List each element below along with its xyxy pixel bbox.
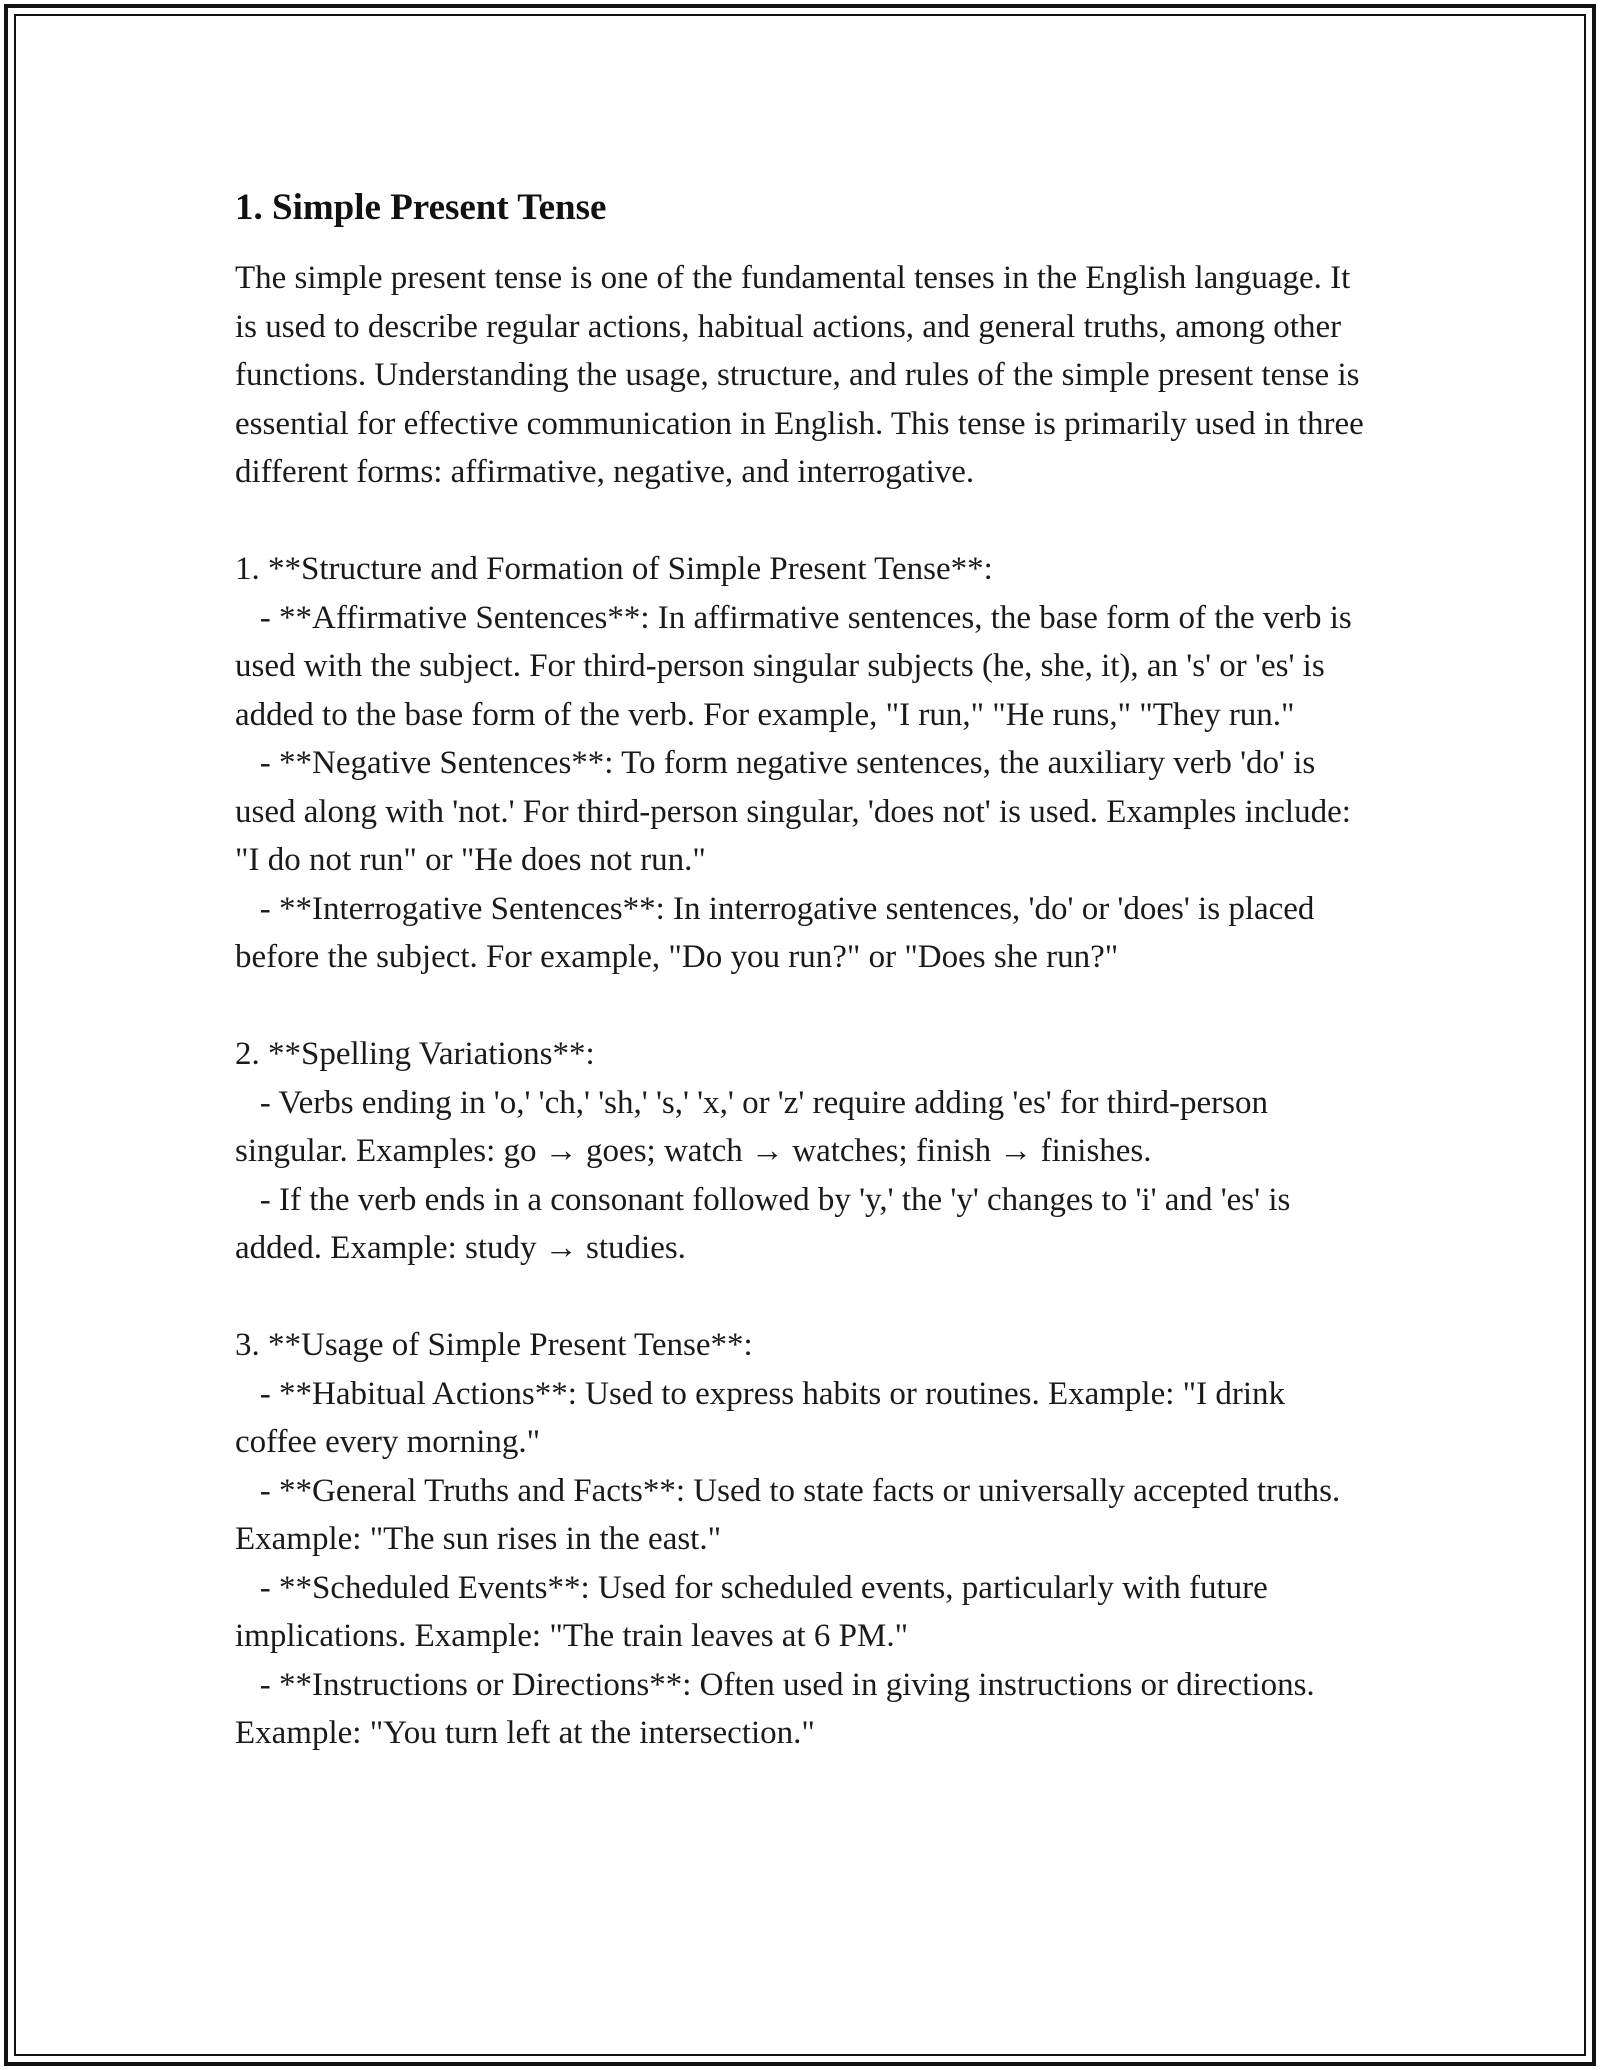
section-spelling: [235, 1030, 1375, 1273]
section-usage: [235, 1321, 1375, 1758]
list-item: - **Affirmative Sentences**: In affirmative sentences, the base form of the verb is used with the subject. For third-person singular subjects (he, she, it), an 's' or 'es' is added to the base form of the verb. For example, "I run," "He runs," "They run.": [235, 599, 1360, 733]
section-heading: 3. **Usage of Simple Present Tense**:: [235, 1327, 753, 1363]
intro-paragraph: The simple present tense is one of the fundamental tenses in the English language. It is used to describe regular actions, habitual actions, and general truths, among other functions. Understanding the usage, structure, and rules of the simple present tense is essential for effective communication in English. This tense is primarily used in three different forms: affirmative, negative, and interrogative.: [235, 260, 1373, 490]
document-title: 1. Simple Present Tense: [235, 187, 607, 228]
section-structure: [235, 545, 1375, 982]
list-item: - **Habitual Actions**: Used to express habits or routines. Example: "I drink coffee every morning.": [235, 1375, 1294, 1460]
list-item: - **General Truths and Facts**: Used to state facts or universally accepted truths. Example: "The sun rises in the east.": [235, 1472, 1349, 1557]
section-spacer: [235, 982, 1375, 1031]
section-heading: 1. **Structure and Formation of Simple Present Tense**:: [235, 551, 993, 587]
list-item: - **Instructions or Directions**: Often used in giving instructions or directions. Example: "You turn left at the intersection.": [235, 1666, 1323, 1751]
list-item: - Verbs ending in 'o,' 'ch,' 'sh,' 's,' 'x,' or 'z' require adding 'es' for third-person singular. Examples: go → goes; watch → watches; finish → finishes.: [235, 1084, 1277, 1169]
list-item: - **Interrogative Sentences**: In interrogative sentences, 'do' or 'does' is placed before the subject. For example, "Do you run?" or "Does she run?": [235, 890, 1323, 975]
list-item: - If the verb ends in a consonant followed by 'y,' the 'y' changes to 'i' and 'es' is added. Example: study → studies.: [235, 1181, 1299, 1266]
section-spacer: [235, 497, 1375, 546]
document-body: [235, 184, 1375, 1758]
section-spacer: [235, 1273, 1375, 1322]
list-item: - **Scheduled Events**: Used for scheduled events, particularly with future implications. Example: "The train leaves at 6 PM.": [235, 1569, 1277, 1654]
list-item: - **Negative Sentences**: To form negative sentences, the auxiliary verb 'do' is used along with 'not.' For third-person singular, 'does not' is used. Examples include: "I do not run" or "He does not run.": [235, 745, 1360, 878]
section-heading: 2. **Spelling Variations**:: [235, 1036, 595, 1072]
